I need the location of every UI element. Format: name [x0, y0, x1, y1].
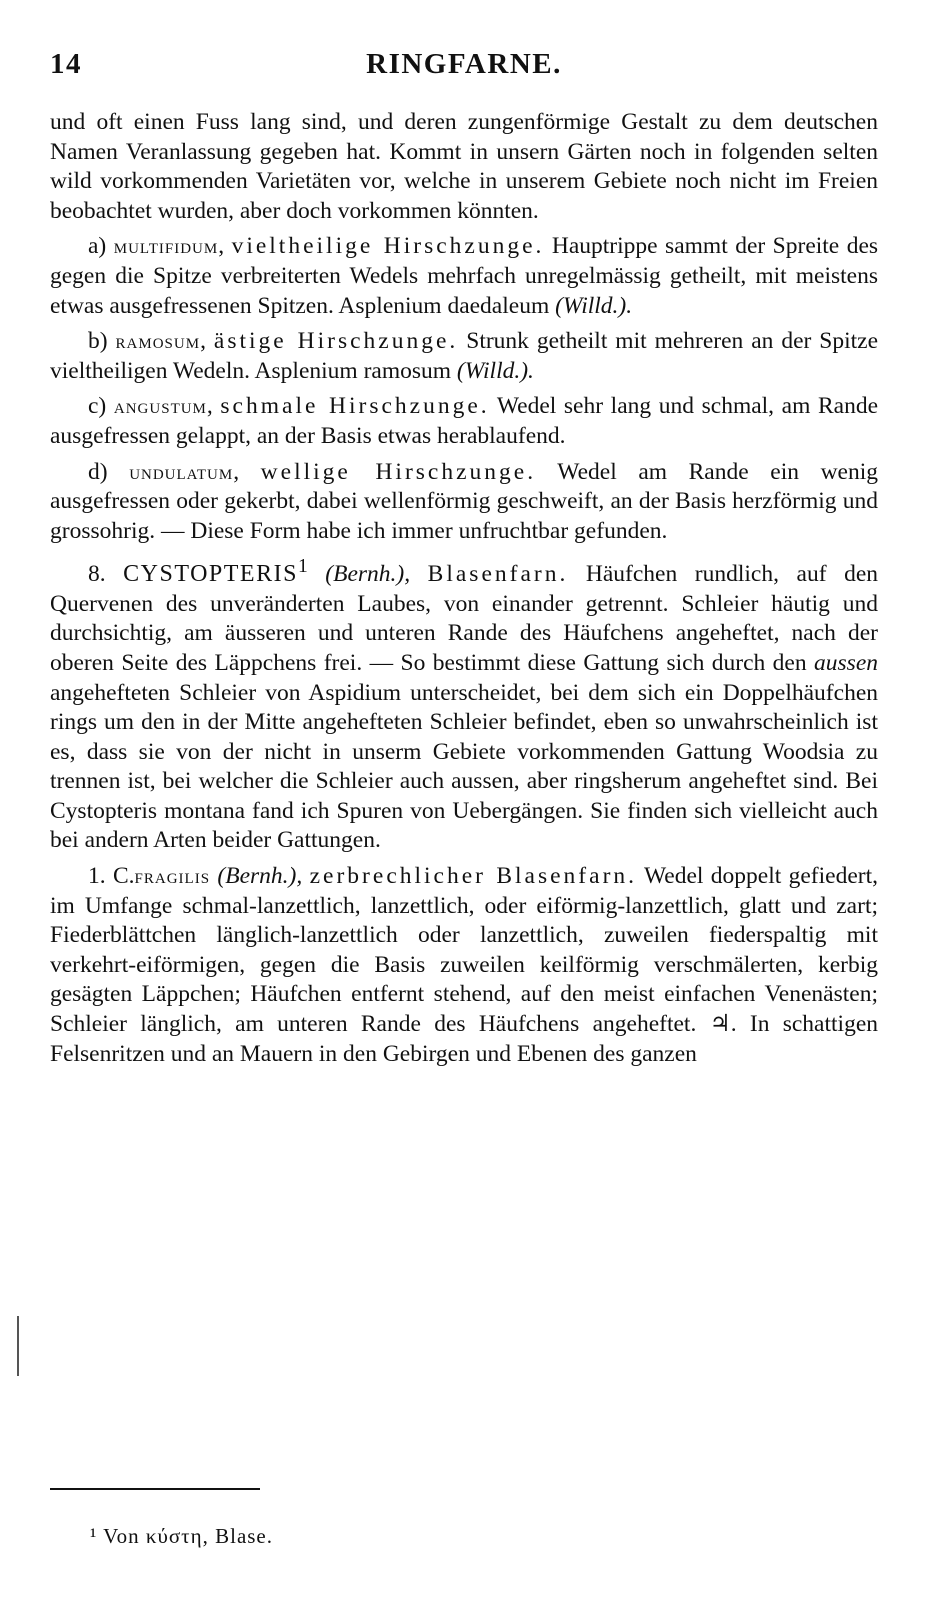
genus-name: CYSTOPTERIS	[123, 561, 298, 588]
species-fragilis	[50, 862, 878, 1069]
footnote-text: Von κύστη, Blase.	[103, 1524, 274, 1548]
paragraph-intro: und oft einen Fuss lang sind, und deren zungenförmige Gestalt zu dem deutschen Namen Veranlassung gegeben hat. Kommt in unsern Gärten noch in folgenden selten wild vorkommenden Varietäten vor, welche in unserem Gebiete noch nicht im Freien beobachtet wurden, aber doch vorkommen könnten.	[50, 109, 878, 224]
margin-mark	[17, 1316, 19, 1376]
variety-d: d) undulatum, wellige Hirschzunge. Wedel am Rande ein wenig ausgefressen oder gekerbt, dabei wellenförmig geschweift, an der Basis herzförmig und grossohrig. — Diese Form habe ich immer unfruchtbar gefunden.	[50, 458, 879, 544]
perennial-symbol: ♃.	[709, 1011, 737, 1038]
variety-a-text: Hauptrippe sammt der Spreite des gegen die Spitze verbreiterten Wedels mehrfach unregelmässig getheilt, mit meistens etwas ausgefressenen Spitzen. Asplenium daedaleum	[50, 233, 879, 319]
variety-d-name: undulatum	[129, 459, 234, 484]
genus-text-2: angehefteten Schleier von Aspidium unterscheidet, bei dem sich ein Doppelhäufchen rings um den in der Mitte angehefteten Schleier befindet, eben so unwahrscheinlich ist es, dass sie von der nicht in unserm Gebiete vorkommenden Gattung Woodsia zu trennen ist, bei welcher die Schleier auch aussen, aber ringsherum angeheftet sind. Bei Cystopteris montana fand ich Spuren von Uebergängen. Sie finden sich vielleicht auch bei andern Arten beider Gattungen.	[50, 679, 878, 854]
footnote-marker: ¹	[90, 1524, 98, 1548]
footnote-reference: 1	[297, 556, 308, 578]
variety-d-common: wellige Hirschzunge.	[260, 458, 537, 485]
variety-a-name: multifidum	[113, 234, 219, 259]
variety-a: a) multifidum, vieltheilige Hirschzunge. Hauptrippe sammt der Spreite des gegen die Spitze verbreiterten Wedels mehrfach unregelmässig getheilt, mit meistens etwas ausgefressenen Spitzen. Asplenium daedaleum (Willd.).	[50, 233, 879, 319]
variety-b-common: ästige Hirschzunge.	[213, 328, 459, 355]
running-title: RINGFARNE.	[366, 48, 562, 80]
variety-a-common: vieltheilige Hirschzunge.	[231, 233, 545, 260]
species-text-2: In schattigen Felsenritzen und an Mauern in den Gebirgen und Ebenen des ganzen	[50, 1011, 879, 1067]
variety-b-author: (Willd.).	[456, 357, 534, 384]
variety-b-text: Strunk getheilt mit mehreren an der Spitze vieltheiligen Wedeln. Asplenium ramosum	[50, 328, 879, 384]
species-number: 1. C.	[88, 863, 135, 890]
variety-a-letter: a)	[88, 233, 107, 260]
genus-emphasis: aussen	[814, 649, 879, 676]
species-common: zerbrechlicher Blasenfarn.	[309, 863, 638, 890]
species-text-1: Wedel doppelt gefiedert, im Umfange schmal-lanzettlich, lanzettlich, oder eiförmig-lanzettlich, glatt und zart; Fiederblättchen länglich-lanzettlich oder lanzettlich, zuweilen fiederspaltig mit verkehrt-eiförmigen, gegen die Basis zuweilen keilförmig verschmälerten, kerbig gesägten Läppchen; Häufchen entfernt stehend, auf den meist einfachen Venenästen; Schleier länglich, am unteren Rande des Häufchens angeheftet.	[50, 863, 878, 1038]
variety-b-letter: b)	[88, 328, 108, 355]
species-name: fragilis	[134, 864, 211, 889]
variety-d-text: Wedel am Rande ein wenig ausgefressen oder gekerbt, dabei wellenförmig geschweift, an der Basis herzförmig und grossohrig. — Diese Form habe ich immer unfruchtbar gefunden.	[50, 458, 879, 544]
variety-c: c) angustum, schmale Hirschzunge. Wedel sehr lang und schmal, am Rande ausgefressen gelappt, an der Basis etwas herablaufend.	[50, 393, 879, 449]
body-text	[50, 108, 878, 1069]
variety-c-name: angustum	[113, 394, 207, 419]
footnote-rule	[50, 1488, 260, 1490]
variety-b: b) ramosum, ästige Hirschzunge. Strunk getheilt mit mehreren an der Spitze vieltheiligen Wedeln. Asplenium ramosum (Willd.).	[50, 328, 879, 384]
genus-number: 8.	[88, 561, 106, 588]
variety-c-common: schmale Hirschzunge.	[220, 393, 490, 420]
genus-cystopteris	[50, 552, 878, 856]
variety-a-author: (Willd.).	[555, 292, 633, 319]
book-page	[50, 40, 878, 1075]
genus-common: Blasenfarn.	[427, 561, 569, 588]
variety-d-letter: d)	[88, 458, 108, 485]
page-number: 14	[50, 48, 82, 80]
variety-c-letter: c)	[88, 393, 107, 420]
footnote	[90, 1524, 273, 1549]
variety-b-name: ramosum	[115, 329, 201, 354]
variety-c-text: Wedel sehr lang und schmal, am Rande ausgefressen gelappt, an der Basis etwas herablaufend.	[50, 393, 879, 449]
genus-text-1: Häufchen rundlich, auf den Quervenen des unveränderten Laubes, von einander getrennt. Schleier häutig und durchsichtig, am äusseren und unteren Rande des Häufchens angeheftet, nach der oberen Seite des Läppchens frei. — So bestimmt diese Gattung sich durch den	[50, 561, 878, 676]
page-header	[50, 40, 878, 88]
species-author: (Bernh.),	[217, 863, 303, 890]
genus-author: (Bernh.),	[325, 561, 411, 588]
